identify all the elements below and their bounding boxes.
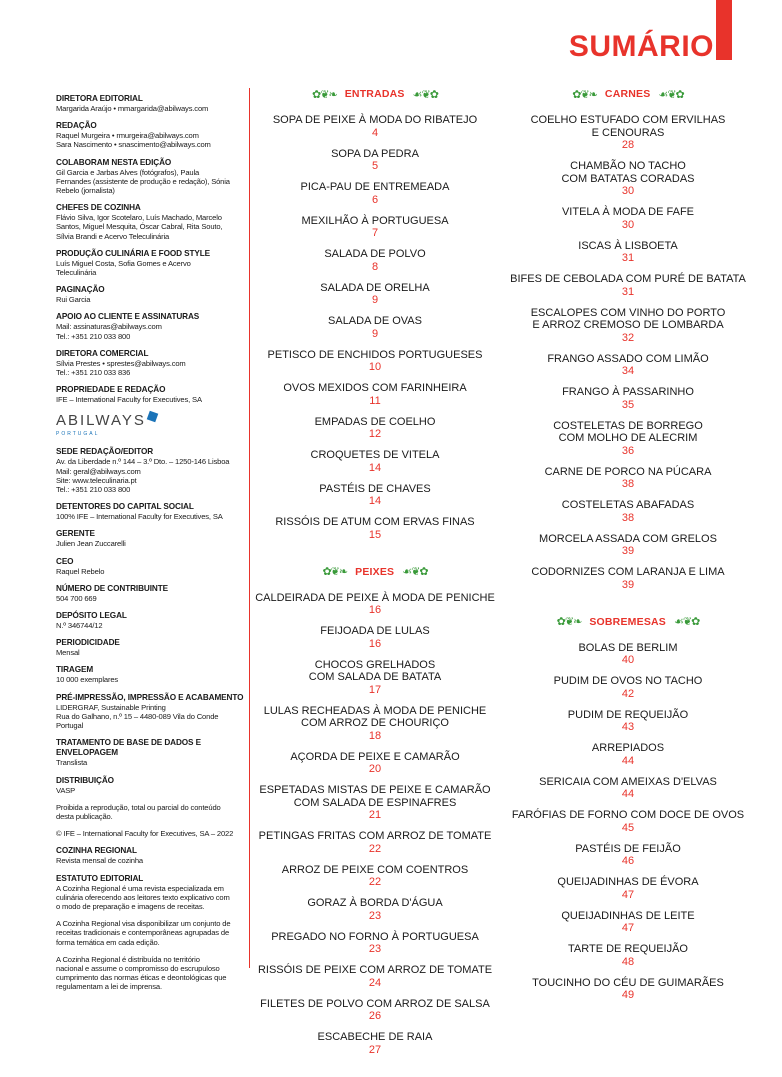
toc-entry (255, 864, 495, 889)
toc-entry (508, 642, 748, 667)
toc-entry (255, 315, 495, 340)
toc-entry (508, 809, 748, 834)
credit-text: Translista (56, 758, 88, 768)
section-header-peixes: ✿❦❧ PEIXES ☙❦✿ (322, 565, 428, 578)
credit-block (56, 919, 256, 947)
credits-column (56, 94, 256, 1000)
credit-block (56, 502, 256, 521)
credit-block (56, 203, 256, 241)
page-number: 49 (621, 989, 635, 1001)
credit-block (56, 874, 256, 912)
recipe-name: FARÓFIAS DE FORNO COM DOCE DE OVOS (511, 809, 745, 821)
toc-entry (508, 943, 748, 968)
credit-block (56, 665, 256, 684)
credit-block (56, 94, 256, 113)
recipe-name: OVOS MEXIDOS COM FARINHEIRA (283, 382, 467, 394)
credit-label: TIRAGEM (56, 665, 94, 675)
toc-entry (508, 273, 748, 298)
page-number: 17 (368, 683, 382, 696)
credit-label: COZINHA REGIONAL (56, 846, 137, 856)
page-number: 21 (368, 809, 382, 821)
toc-entry (255, 830, 495, 855)
recipe-name: CROQUETES DE VITELA (310, 449, 440, 461)
credit-text: Raquel Murgeira • rmurgeira@abilways.com Sara Nascimento • snascimento@abilways.com (56, 131, 211, 150)
credit-text: 10 000 exemplares (56, 675, 119, 685)
page-number: 22 (368, 842, 382, 855)
page-number: 18 (368, 729, 382, 742)
page-number: 31 (621, 285, 635, 298)
credit-label: SEDE REDAÇÃO/EDITOR (56, 447, 154, 457)
section-header-sobremesas: ✿❦❧ SOBREMESAS ☙❦✿ (556, 615, 700, 628)
credit-block (56, 529, 256, 548)
toc-entry (255, 705, 495, 742)
toc-entry (255, 659, 495, 696)
page-number: 34 (621, 365, 635, 377)
leaf-ornament-icon: ☙❦✿ (674, 616, 700, 628)
toc-entry (508, 675, 748, 700)
credit-label: CHEFES DE COZINHA (56, 203, 141, 213)
page-number: 44 (621, 754, 635, 767)
credit-label: DISTRIBUIÇÃO (56, 775, 114, 785)
toc-entry (255, 897, 495, 922)
page-number: 22 (368, 876, 382, 888)
recipe-name: MORCELA ASSADA COM GRELOS (539, 532, 717, 545)
recipe-name: ESCABECHE DE RAIA (317, 1031, 433, 1043)
toc-entry (508, 466, 748, 491)
recipe-name: ARREPIADOS (591, 742, 665, 754)
toc-entry (255, 349, 495, 374)
section-header-carnes: ✿❦❧ CARNES ☙❦✿ (572, 88, 684, 101)
credit-block (56, 249, 256, 277)
toc-entry (508, 420, 748, 457)
page-number: 10 (368, 361, 382, 373)
recipe-name: FEIJOADA DE LULAS (320, 625, 430, 637)
credit-text: LIDERGRAF, Sustainable Printing Rua do Galhano, n.º 15 – 4480-089 Vila do Conde Portugal (56, 702, 219, 731)
recipe-name: VITELA À MODA DE FAFE (561, 206, 695, 218)
toc-entry (255, 516, 495, 541)
recipe-name: PUDIM DE OVOS NO TACHO (553, 675, 703, 687)
leaf-ornament-icon: ✿❦❧ (556, 616, 582, 628)
credit-block (56, 385, 256, 404)
credit-text: Mail: assinaturas@abilways.com Tel.: +351 210 033 800 (56, 322, 162, 341)
page-number: 16 (368, 637, 382, 650)
credit-block (56, 829, 256, 838)
toc-entry (255, 592, 495, 617)
page-number: 36 (621, 444, 635, 457)
credit-label: DEPÓSITO LEGAL (56, 611, 127, 621)
recipe-name: QUEIJADINHAS DE ÉVORA (557, 876, 699, 888)
page-number: 24 (368, 976, 382, 989)
leaf-ornament-icon: ✿❦❧ (322, 566, 348, 578)
credit-block (56, 738, 256, 767)
recipe-name: COELHO ESTUFADO COM ERVILHAS E CENOURAS (530, 114, 726, 139)
page-number: 47 (621, 888, 635, 901)
page-number: 42 (621, 687, 635, 700)
credit-label: ESTATUTO EDITORIAL (56, 873, 144, 883)
contents-column-right (508, 84, 748, 1022)
toc-entry (508, 843, 748, 868)
credit-label: PROPRIEDADE E REDAÇÃO (56, 385, 166, 395)
page-number: 9 (371, 294, 379, 306)
credit-text: A Cozinha Regional é uma revista especializada em culinária oferecendo aos leitores texto explicativo com o modo de preparação e imagens de receitas. (56, 883, 230, 911)
credit-label: DIRETORA COMERCIAL (56, 348, 149, 358)
credit-text: Proibida a reprodução, total ou parcial do conteúdo desta publicação. (56, 802, 221, 821)
credit-text: Margarida Araújo • mmargarida@abilways.com (56, 104, 209, 113)
toc-entry (508, 910, 748, 935)
toc-entry (508, 566, 748, 591)
credit-label: PRÉ-IMPRESSÃO, IMPRESSÃO E ACABAMENTO (56, 692, 244, 702)
toc-entry (255, 483, 495, 508)
recipe-name: LULAS RECHEADAS À MODA DE PENICHE COM ARROZ DE CHOURIÇO (263, 704, 487, 729)
recipe-name: FILETES DE POLVO COM ARROZ DE SALSA (260, 997, 490, 1010)
page-number: 12 (368, 428, 382, 440)
recipe-name: GORAZ À BORDA D'ÁGUA (307, 897, 443, 909)
page-number: 40 (621, 654, 635, 666)
section-gap (508, 1010, 748, 1022)
toc-entry (508, 742, 748, 767)
recipe-name: SALADA DE ORELHA (320, 281, 430, 294)
toc-entry (255, 114, 495, 139)
credit-text: Av. da Liberdade n.º 144 – 3.º Dto. – 1250-146 Lisboa Mail: geral@abilways.com Site: www.teleculinaria.pt Tel.: +351 210 033 800 (56, 457, 230, 495)
credit-text: Revista mensal de cozinha (56, 856, 144, 866)
credit-block (56, 447, 256, 494)
recipe-name: ARROZ DE PEIXE COM COENTROS (281, 863, 469, 876)
toc-entry (255, 784, 495, 821)
page-number: 46 (621, 855, 635, 867)
page-number: 27 (368, 1043, 382, 1056)
credit-block (56, 803, 256, 821)
recipe-name: PUDIM DE REQUEIJÃO (567, 708, 689, 721)
page-number: 38 (621, 511, 635, 524)
recipe-name: CHOCOS GRELHADOS COM SALADA DE BATATA (308, 658, 442, 683)
recipe-name: COSTELETAS ABAFADAS (561, 499, 695, 511)
section-gap (255, 550, 495, 562)
credit-block (56, 557, 256, 576)
credit-block (56, 349, 256, 377)
credit-block (56, 312, 256, 340)
page-number: 20 (368, 763, 382, 775)
recipe-name: PASTÉIS DE CHAVES (319, 482, 431, 495)
page-number: 44 (621, 788, 635, 800)
toc-entry (508, 977, 748, 1002)
recipe-name: PREGADO NO FORNO À PORTUGUESA (271, 930, 479, 943)
credit-text: Raquel Rebelo (56, 566, 105, 576)
recipe-name: COSTELETAS DE BORREGO COM MOLHO DE ALECRIM (553, 419, 703, 444)
credit-text: A Cozinha Regional é distribuída no território nacional e assume o compromisso do escrupuloso cumprimento das normas éticas e deontológicas que regulamentam a lei de imprensa. (56, 954, 227, 992)
page-number: 7 (371, 227, 379, 239)
credit-text: 504 700 669 (56, 593, 97, 603)
page-number: 31 (621, 252, 635, 264)
credit-block (56, 693, 256, 731)
page-number: 30 (621, 218, 635, 231)
toc-entry (255, 998, 495, 1023)
recipe-name: CARNE DE PORCO NA PÚCARA (544, 465, 712, 478)
recipe-name: RISSÓIS DE PEIXE COM ARROZ DE TOMATE (257, 964, 493, 976)
recipe-name: RISSÓIS DE ATUM COM ERVAS FINAS (275, 516, 475, 528)
recipe-name: ESCALOPES COM VINHO DO PORTO E ARROZ CREMOSO DE LOMBARDA (530, 306, 726, 331)
toc-entry (255, 625, 495, 650)
page-number: 14 (368, 461, 382, 474)
toc-entry (508, 240, 748, 265)
page-number: 35 (621, 398, 635, 411)
recipe-name: CALDEIRADA DE PEIXE À MODA DE PENICHE (255, 591, 495, 604)
page-number: 26 (368, 1010, 382, 1022)
credit-label: NÚMERO DE CONTRIBUINTE (56, 583, 168, 593)
recipe-name: TARTE DE REQUEIJÃO (567, 943, 688, 955)
recipe-name: ESPETADAS MISTAS DE PEIXE E CAMARÃO COM SALADA DE ESPINAFRES (259, 784, 491, 809)
credit-text: 100% IFE – International Faculty for Executives, SA (56, 512, 223, 522)
page-number: 16 (368, 604, 382, 616)
credit-block (56, 846, 256, 865)
page-number: 14 (368, 495, 382, 507)
recipe-name: BOLAS DE BERLIM (578, 641, 678, 654)
page-number: 45 (621, 821, 635, 834)
logo-mark-icon (147, 411, 159, 423)
recipe-name: SALADA DE POLVO (324, 248, 426, 260)
credit-block (56, 121, 256, 149)
toc-entry (508, 876, 748, 901)
section-gap (508, 600, 748, 612)
toc-entry (255, 1031, 495, 1056)
column-divider (249, 88, 250, 968)
credit-label: GERENTE (56, 529, 95, 539)
credit-text: © IFE – International Faculty for Executives, SA – 2022 (56, 829, 234, 839)
section-header-entradas: ✿❦❧ ENTRADAS ☙❦✿ (312, 88, 438, 101)
toc-entry (508, 776, 748, 801)
toc-entry (508, 206, 748, 231)
toc-entry (255, 382, 495, 407)
toc-entry (508, 709, 748, 734)
page-number: 6 (371, 193, 379, 206)
credit-label: COLABORAM NESTA EDIÇÃO (56, 157, 172, 167)
credit-text: Rui Garcia (56, 295, 91, 305)
recipe-name: TOUCINHO DO CÉU DE GUIMARÃES (532, 976, 724, 989)
recipe-name: SOPA DA PEDRA (331, 147, 419, 160)
recipe-name: PICA-PAU DE ENTREMEADA (300, 181, 450, 193)
page-number: 38 (621, 478, 635, 490)
credit-text: IFE – International Faculty for Executives, SA (56, 395, 202, 405)
credit-label: PAGINAÇÃO (56, 285, 105, 295)
page-number: 43 (621, 721, 635, 733)
recipe-name: PASTÉIS DE FEIJÃO (575, 842, 681, 855)
page-number: 39 (621, 578, 635, 591)
credit-label: TRATAMENTO DE BASE DE DADOS E ENVELOPAGEM (56, 738, 201, 758)
credit-text: Luís Miguel Costa, Sofia Gomes e Acervo Teleculinária (56, 258, 191, 278)
credit-label: DETENTORES DO CAPITAL SOCIAL (56, 502, 194, 512)
toc-entry (255, 416, 495, 441)
recipe-name: PETINGAS FRITAS COM ARROZ DE TOMATE (258, 830, 492, 842)
recipe-name: BIFES DE CEBOLADA COM PURÉ DE BATATA (510, 273, 746, 285)
toc-entry (508, 533, 748, 558)
leaf-ornament-icon: ☙❦✿ (402, 566, 428, 578)
page-number: 32 (621, 331, 635, 344)
credit-text: Sílvia Prestes • sprestes@abilways.com Tel.: +351 210 033 836 (56, 358, 186, 378)
page-number: 23 (368, 909, 382, 922)
toc-entry (255, 181, 495, 206)
toc-entry (255, 282, 495, 307)
recipe-name: CODORNIZES COM LARANJA E LIMA (531, 566, 725, 578)
section-gap (255, 1065, 495, 1077)
credit-label: REDAÇÃO (56, 121, 97, 131)
leaf-ornament-icon: ✿❦❧ (312, 88, 337, 101)
credit-block (56, 611, 256, 630)
page-number: 47 (621, 922, 635, 934)
red-corner-tab (716, 0, 732, 60)
credit-block (56, 285, 256, 304)
page-number: 15 (368, 528, 382, 541)
page-number: 23 (368, 943, 382, 955)
toc-entry (508, 386, 748, 411)
recipe-name: SOPA DE PEIXE À MODA DO RIBATEJO (272, 114, 478, 126)
toc-entry (255, 751, 495, 776)
credit-text: Julien Jean Zuccarelli (56, 539, 126, 549)
page-number: 5 (371, 160, 379, 172)
credit-label: APOIO AO CLIENTE E ASSINATURAS (56, 312, 200, 322)
leaf-ornament-icon: ☙❦✿ (412, 88, 438, 101)
recipe-name: EMPADAS DE COELHO (314, 415, 436, 428)
page-number: 28 (621, 139, 635, 151)
page-number: 39 (621, 545, 635, 557)
toc-entry (255, 248, 495, 273)
recipe-name: SALADA DE OVAS (328, 315, 422, 327)
recipe-name: CHAMBÃO NO TACHO COM BATATAS CORADAS (561, 160, 695, 185)
credit-block (56, 584, 256, 603)
toc-entry (508, 160, 748, 197)
recipe-name: MEXILHÃO À PORTUGUESA (301, 214, 449, 227)
toc-entry (508, 307, 748, 344)
page-number: 8 (371, 260, 379, 273)
toc-entry (255, 148, 495, 173)
page-number: 9 (371, 327, 379, 340)
credit-block (56, 955, 256, 992)
credit-block (56, 776, 256, 795)
toc-entry (255, 215, 495, 240)
credit-text: N.º 346744/12 (56, 621, 103, 631)
leaf-ornament-icon: ☙❦✿ (658, 88, 684, 101)
toc-entry (255, 964, 495, 989)
toc-entry (508, 114, 748, 151)
leaf-ornament-icon: ✿❦❧ (572, 88, 597, 101)
credit-text: VASP (56, 785, 76, 795)
recipe-name: ISCAS À LISBOETA (578, 239, 678, 252)
page-number: 11 (369, 394, 381, 407)
toc-entry (255, 931, 495, 956)
credit-label: CEO (56, 556, 74, 566)
credit-text: Flávio Silva, Igor Scotelaro, Luís Machado, Marcelo Santos, Miguel Mesquita, Óscar Cabral, Rita Souto, Sílvia Brandi e Acervo Teleculinária (56, 213, 223, 241)
credit-text: A Cozinha Regional visa disponibilizar um conjunto de receitas tradicionais e contemporâneas agrupadas de forma temática em cada edição. (56, 919, 231, 947)
page-number: 4 (371, 126, 379, 139)
toc-entry (255, 449, 495, 474)
page-number: 48 (621, 955, 635, 968)
abilways-logo: ABILWAYS PORTUGAL (56, 412, 256, 437)
credit-text: Mensal (56, 648, 80, 658)
recipe-name: FRANGO ASSADO COM LIMÃO (547, 352, 709, 365)
credit-block (56, 638, 256, 657)
credit-label: PRODUÇÃO CULINÁRIA E FOOD STYLE (56, 248, 210, 258)
page-number: 30 (621, 185, 635, 197)
toc-entry (508, 499, 748, 524)
credit-label: PERIODICIDADE (56, 638, 120, 648)
contents-column-left (255, 84, 495, 1077)
credit-text: Gil Garcia e Jarbas Alves (fotógrafos), Paula Fernandes (assistente de produção e redação), Sónia Rebelo (jornalista) (56, 167, 230, 196)
recipe-name: AÇORDA DE PEIXE E CAMARÃO (290, 750, 460, 763)
recipe-name: QUEIJADINHAS DE LEITE (561, 909, 695, 922)
recipe-name: FRANGO À PASSARINHO (562, 386, 694, 398)
credit-label: DIRETORA EDITORIAL (56, 94, 143, 103)
toc-entry (508, 353, 748, 378)
recipe-name: PETISCO DE ENCHIDOS PORTUGUESES (267, 348, 483, 361)
page-title: SUMÁRIO (568, 30, 714, 63)
credit-block (56, 158, 256, 196)
recipe-name: SERICAIA COM AMEIXAS D'ELVAS (539, 775, 717, 788)
